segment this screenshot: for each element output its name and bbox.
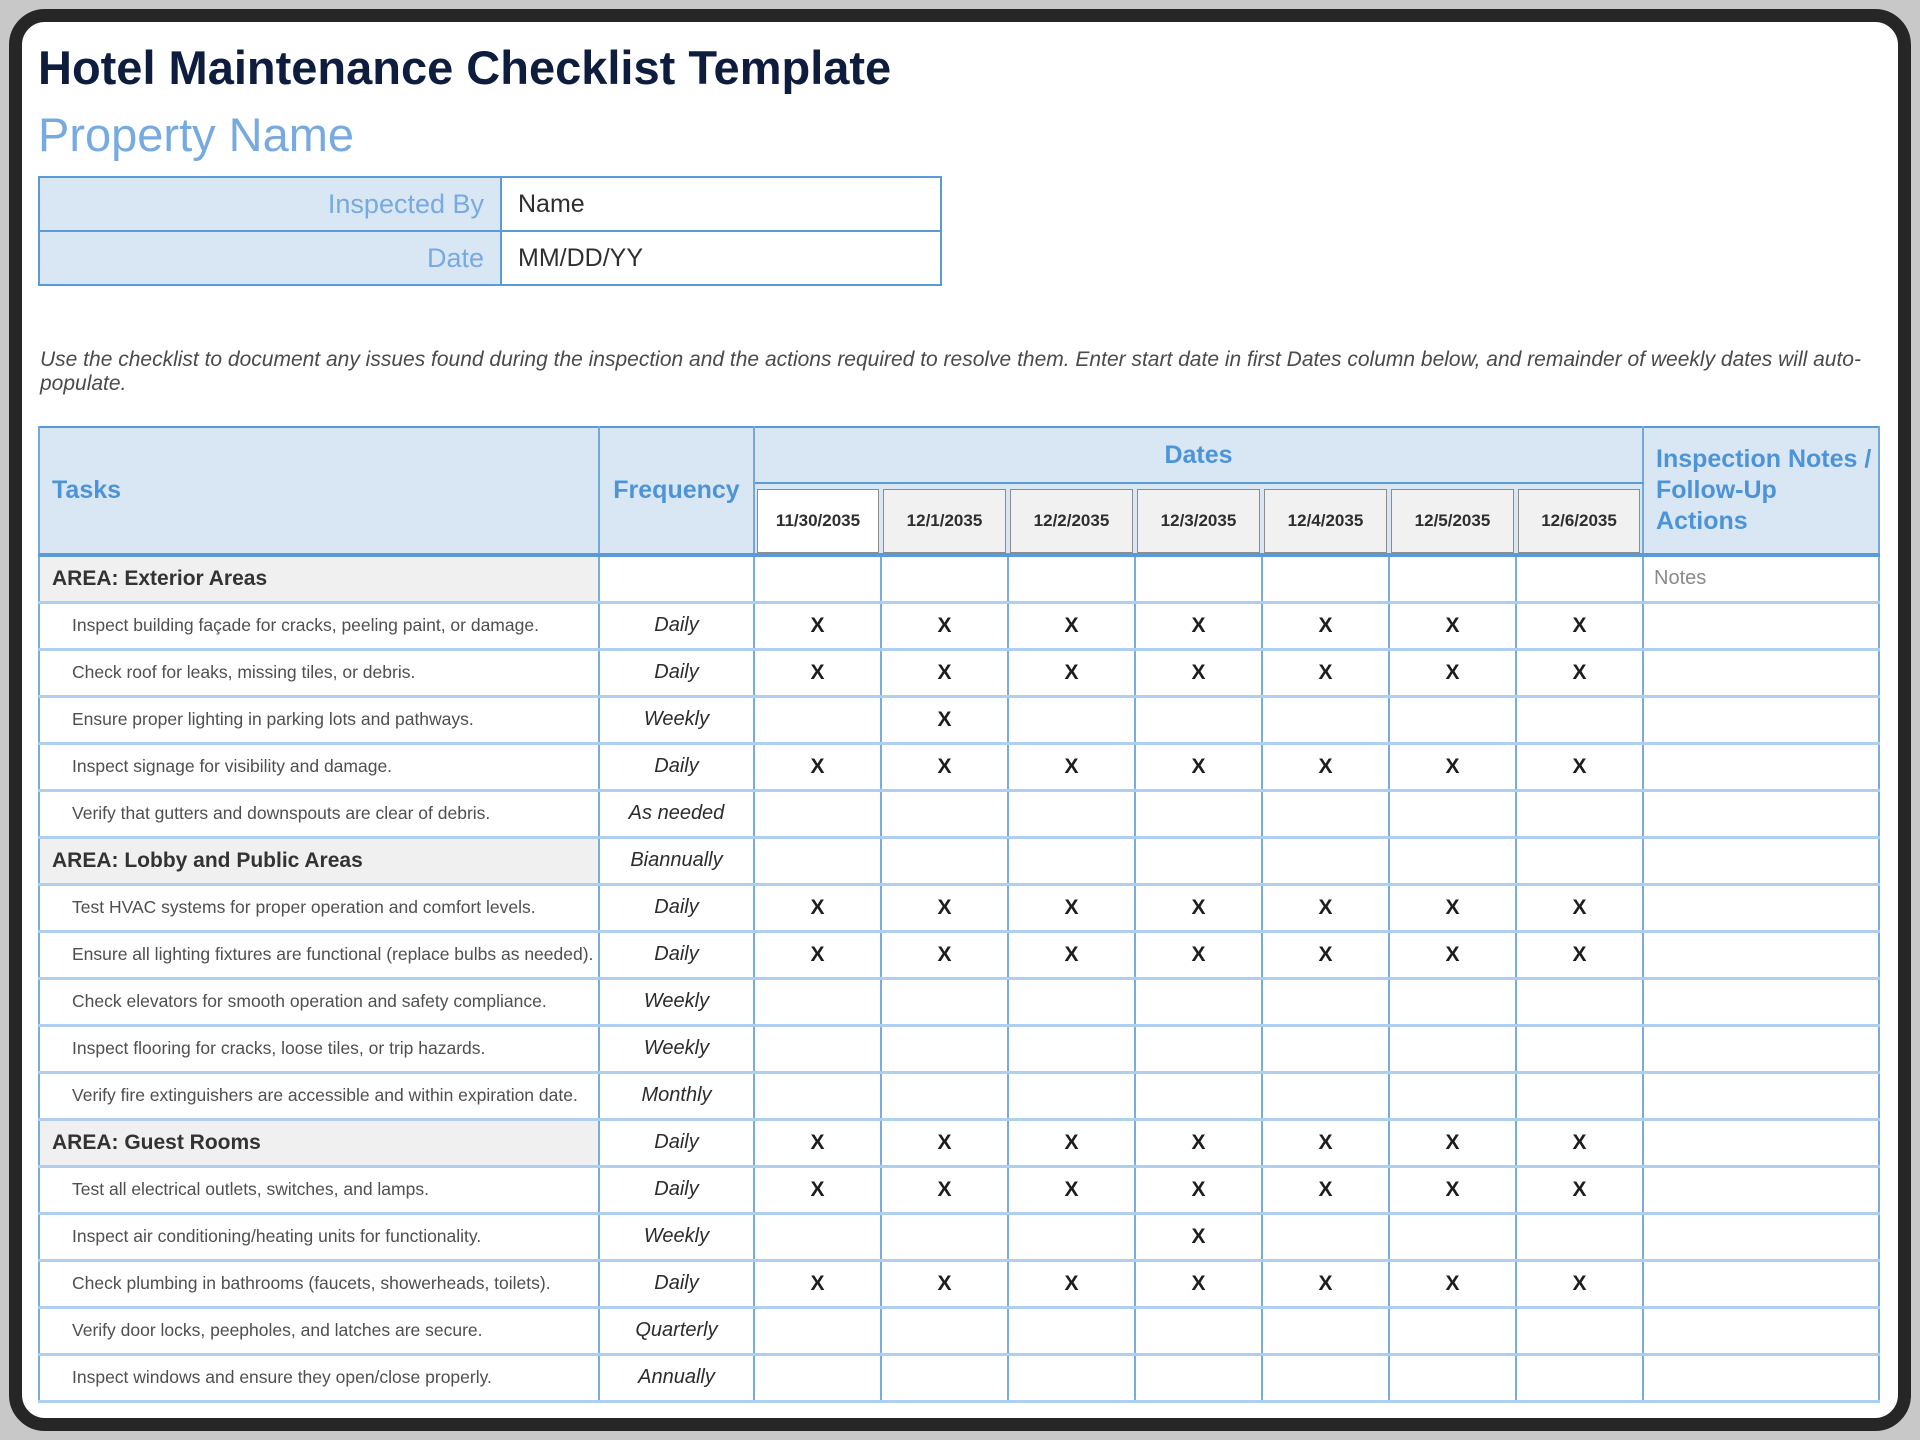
date-mark-cell[interactable] (881, 555, 1008, 602)
date-mark-cell[interactable]: X (881, 931, 1008, 978)
info-label-date: Date (39, 231, 501, 285)
date-mark-cell[interactable] (1135, 1307, 1262, 1354)
date-mark-cell[interactable]: X (1389, 1119, 1516, 1166)
date-mark-cell[interactable]: X (1516, 743, 1643, 790)
date-mark-cell[interactable]: X (1262, 743, 1389, 790)
task-cell: Verify fire extinguishers are accessible and within expiration date. (39, 1072, 599, 1119)
notes-cell[interactable] (1643, 696, 1879, 743)
date-mark-cell[interactable] (881, 837, 1008, 884)
date-column-header (1135, 483, 1262, 555)
date-value: 12/4/2035 (1264, 489, 1387, 553)
frequency-cell: Daily (599, 1166, 754, 1213)
date-column-header (881, 483, 1008, 555)
date-mark-cell[interactable] (1262, 1354, 1389, 1401)
notes-cell[interactable] (1643, 1213, 1879, 1260)
date-mark-cell[interactable] (1389, 790, 1516, 837)
task-cell: Verify door locks, peepholes, and latches are secure. (39, 1307, 599, 1354)
date-mark-cell[interactable]: X (1516, 931, 1643, 978)
date-mark-cell[interactable]: X (1262, 1119, 1389, 1166)
date-column-header (1262, 483, 1389, 555)
date-mark-cell[interactable] (1389, 1025, 1516, 1072)
date-mark-cell[interactable] (754, 1354, 881, 1401)
notes-cell[interactable]: Notes (1643, 555, 1879, 602)
date-mark-cell[interactable] (1135, 1354, 1262, 1401)
date-mark-cell[interactable]: X (754, 884, 881, 931)
frequency-cell: Weekly (599, 978, 754, 1025)
date-mark-cell[interactable] (1389, 1072, 1516, 1119)
date-mark-cell[interactable]: X (1008, 649, 1135, 696)
date-mark-cell[interactable] (754, 978, 881, 1025)
date-mark-cell[interactable]: X (1008, 1166, 1135, 1213)
date-mark-cell[interactable] (754, 1072, 881, 1119)
date-mark-cell[interactable]: X (881, 602, 1008, 649)
date-mark-cell[interactable] (881, 790, 1008, 837)
date-mark-cell[interactable] (881, 978, 1008, 1025)
date-mark-cell[interactable] (1008, 1025, 1135, 1072)
area-title-cell: AREA: Exterior Areas (39, 555, 599, 602)
task-row (39, 931, 1879, 978)
frequency-cell: Weekly (599, 1213, 754, 1260)
date-mark-cell[interactable]: X (754, 1119, 881, 1166)
task-row (39, 1025, 1879, 1072)
date-mark-cell[interactable] (1516, 1307, 1643, 1354)
date-mark-cell[interactable]: X (754, 602, 881, 649)
date-mark-cell[interactable]: X (754, 649, 881, 696)
date-mark-cell[interactable] (1008, 790, 1135, 837)
frequency-cell: Daily (599, 743, 754, 790)
frequency-cell: Daily (599, 602, 754, 649)
notes-cell[interactable] (1643, 1166, 1879, 1213)
date-mark-cell[interactable] (1516, 1354, 1643, 1401)
notes-cell[interactable] (1643, 1260, 1879, 1307)
date-mark-cell[interactable]: X (1135, 1260, 1262, 1307)
date-mark-cell[interactable] (754, 1213, 881, 1260)
date-mark-cell[interactable]: X (1262, 602, 1389, 649)
date-mark-cell[interactable]: X (1135, 1166, 1262, 1213)
frequency-cell: Biannually (599, 837, 754, 884)
date-mark-cell[interactable]: X (1008, 884, 1135, 931)
frequency-cell: Daily (599, 884, 754, 931)
task-cell: Check roof for leaks, missing tiles, or debris. (39, 649, 599, 696)
info-label-inspected-by: Inspected By (39, 177, 501, 231)
info-row (39, 231, 941, 285)
date-mark-cell[interactable] (881, 1213, 1008, 1260)
date-column-header[interactable] (754, 483, 881, 555)
tasks-column-header: Tasks (39, 427, 599, 555)
date-mark-cell[interactable] (754, 696, 881, 743)
date-mark-cell[interactable]: X (1008, 602, 1135, 649)
notes-column-header: Inspection Notes / Follow-Up Actions (1643, 427, 1879, 555)
notes-cell[interactable] (1643, 649, 1879, 696)
date-mark-cell[interactable] (1008, 1307, 1135, 1354)
date-column-header (1516, 483, 1643, 555)
frequency-cell: Daily (599, 649, 754, 696)
date-mark-cell[interactable] (1008, 1072, 1135, 1119)
date-mark-cell[interactable] (1516, 978, 1643, 1025)
date-column-header (1389, 483, 1516, 555)
date-mark-cell[interactable] (1008, 1354, 1135, 1401)
date-mark-cell[interactable] (1262, 978, 1389, 1025)
date-mark-cell[interactable]: X (1389, 602, 1516, 649)
info-value-field[interactable]: Name (501, 177, 941, 231)
date-mark-cell[interactable]: X (1008, 743, 1135, 790)
page-title: Hotel Maintenance Checklist Template (38, 41, 892, 94)
date-mark-cell[interactable] (1262, 555, 1389, 602)
date-mark-cell[interactable]: X (1135, 743, 1262, 790)
page-subtitle: Property Name (38, 108, 355, 161)
date-value: 12/5/2035 (1391, 489, 1514, 553)
date-mark-cell[interactable]: X (881, 1166, 1008, 1213)
date-mark-cell[interactable]: X (1262, 649, 1389, 696)
date-mark-cell[interactable]: X (881, 649, 1008, 696)
date-mark-cell[interactable] (881, 1307, 1008, 1354)
date-mark-cell[interactable] (1135, 696, 1262, 743)
date-mark-cell[interactable] (1389, 696, 1516, 743)
date-mark-cell[interactable] (1516, 790, 1643, 837)
date-mark-cell[interactable]: X (1516, 1260, 1643, 1307)
info-value-field[interactable]: MM/DD/YY (501, 231, 941, 285)
date-mark-cell[interactable]: X (754, 743, 881, 790)
date-mark-cell[interactable] (881, 1072, 1008, 1119)
date-mark-cell[interactable]: X (1135, 1213, 1262, 1260)
date-mark-cell[interactable] (1516, 555, 1643, 602)
date-mark-cell[interactable] (1135, 555, 1262, 602)
date-mark-cell[interactable] (1516, 1072, 1643, 1119)
date-column-header (1008, 483, 1135, 555)
date-mark-cell[interactable] (1262, 1025, 1389, 1072)
task-cell: Inspect air conditioning/heating units for functionality. (39, 1213, 599, 1260)
task-cell: Test all electrical outlets, switches, and lamps. (39, 1166, 599, 1213)
date-mark-cell[interactable]: X (1135, 884, 1262, 931)
date-mark-cell[interactable] (1516, 837, 1643, 884)
date-mark-cell[interactable]: X (754, 1166, 881, 1213)
notes-cell[interactable] (1643, 790, 1879, 837)
area-title-cell: AREA: Guest Rooms (39, 1119, 599, 1166)
date-mark-cell[interactable] (1008, 696, 1135, 743)
frequency-column-header: Frequency (599, 427, 754, 555)
date-mark-cell[interactable] (1389, 837, 1516, 884)
date-value: 12/3/2035 (1137, 489, 1260, 553)
date-value: 12/6/2035 (1518, 489, 1640, 553)
date-mark-cell[interactable]: X (1516, 602, 1643, 649)
task-row (39, 1072, 1879, 1119)
date-mark-cell[interactable]: X (1262, 931, 1389, 978)
date-mark-cell[interactable]: X (1516, 884, 1643, 931)
date-mark-cell[interactable] (1262, 696, 1389, 743)
task-cell: Inspect building façade for cracks, peeling paint, or damage. (39, 602, 599, 649)
task-cell: Inspect windows and ensure they open/close properly. (39, 1354, 599, 1401)
frequency-cell (599, 555, 754, 602)
date-mark-cell[interactable]: X (881, 743, 1008, 790)
date-mark-cell[interactable]: X (1135, 931, 1262, 978)
footer-text: Smartsheet Inc. ©2025 (851, 1416, 1067, 1431)
task-cell: Check plumbing in bathrooms (faucets, showerheads, toilets). (39, 1260, 599, 1307)
frequency-cell: Annually (599, 1354, 754, 1401)
date-mark-cell[interactable]: X (881, 884, 1008, 931)
date-mark-cell[interactable]: X (1135, 649, 1262, 696)
dates-group-header: Dates (754, 427, 1643, 483)
date-mark-cell[interactable] (1389, 555, 1516, 602)
date-mark-cell[interactable] (1135, 978, 1262, 1025)
notes-cell[interactable] (1643, 837, 1879, 884)
date-mark-cell[interactable] (1516, 1213, 1643, 1260)
date-mark-cell[interactable]: X (1389, 931, 1516, 978)
task-row (39, 978, 1879, 1025)
date-mark-cell[interactable]: X (754, 931, 881, 978)
task-cell: Inspect signage for visibility and damage. (39, 743, 599, 790)
date-mark-cell[interactable] (881, 1025, 1008, 1072)
date-mark-cell[interactable] (1262, 790, 1389, 837)
date-mark-cell[interactable]: X (881, 696, 1008, 743)
date-mark-cell[interactable] (754, 555, 881, 602)
area-row (39, 555, 1879, 602)
task-cell: Test HVAC systems for proper operation and comfort levels. (39, 884, 599, 931)
area-row (39, 1119, 1879, 1166)
notes-cell[interactable] (1643, 931, 1879, 978)
date-mark-cell[interactable] (1389, 978, 1516, 1025)
notes-cell[interactable] (1643, 884, 1879, 931)
notes-cell[interactable] (1643, 1025, 1879, 1072)
task-row (39, 1213, 1879, 1260)
notes-cell[interactable] (1643, 978, 1879, 1025)
task-row (39, 1354, 1879, 1401)
date-mark-cell[interactable]: X (881, 1260, 1008, 1307)
frequency-cell: Daily (599, 931, 754, 978)
task-cell: Ensure all lighting fixtures are functional (replace bulbs as needed). (39, 931, 599, 978)
date-mark-cell[interactable]: X (1516, 649, 1643, 696)
area-row (39, 837, 1879, 884)
frequency-cell: As needed (599, 790, 754, 837)
task-row (39, 1166, 1879, 1213)
date-mark-cell[interactable] (1008, 837, 1135, 884)
notes-cell[interactable] (1643, 743, 1879, 790)
notes-cell[interactable] (1643, 1119, 1879, 1166)
date-value: 12/1/2035 (883, 489, 1006, 553)
date-mark-cell[interactable] (754, 1025, 881, 1072)
date-mark-cell[interactable] (1135, 790, 1262, 837)
task-row (39, 602, 1879, 649)
date-mark-cell[interactable]: X (1135, 1119, 1262, 1166)
date-mark-cell[interactable]: X (1008, 1260, 1135, 1307)
date-mark-cell[interactable]: X (1389, 884, 1516, 931)
date-mark-cell[interactable] (1262, 1072, 1389, 1119)
date-mark-cell[interactable] (1008, 1213, 1135, 1260)
task-row (39, 884, 1879, 931)
frequency-cell: Monthly (599, 1072, 754, 1119)
date-mark-cell[interactable]: X (754, 1260, 881, 1307)
date-value: 12/2/2035 (1010, 489, 1133, 553)
inspection-info-table (38, 176, 942, 286)
frequency-cell: Daily (599, 1119, 754, 1166)
date-mark-cell[interactable] (1389, 1354, 1516, 1401)
date-mark-cell[interactable] (754, 790, 881, 837)
task-row (39, 790, 1879, 837)
notes-cell[interactable] (1643, 1307, 1879, 1354)
date-mark-cell[interactable] (1135, 1025, 1262, 1072)
task-row (39, 743, 1879, 790)
page-content (22, 22, 1898, 1431)
date-mark-cell[interactable] (1262, 1307, 1389, 1354)
date-mark-cell[interactable] (754, 1307, 881, 1354)
task-cell: Verify that gutters and downspouts are clear of debris. (39, 790, 599, 837)
frequency-cell: Daily (599, 1260, 754, 1307)
checklist-table (38, 426, 1880, 1403)
notes-cell[interactable] (1643, 1072, 1879, 1119)
notes-cell[interactable] (1643, 602, 1879, 649)
date-mark-cell[interactable]: X (1389, 1260, 1516, 1307)
date-mark-cell[interactable]: X (1135, 602, 1262, 649)
date-mark-cell[interactable] (1516, 696, 1643, 743)
date-mark-cell[interactable]: X (1516, 1166, 1643, 1213)
notes-cell[interactable] (1643, 1354, 1879, 1401)
date-mark-cell[interactable] (1389, 1307, 1516, 1354)
task-cell: Check elevators for smooth operation and safety compliance. (39, 978, 599, 1025)
date-mark-cell[interactable] (1262, 1213, 1389, 1260)
date-mark-cell[interactable] (1389, 1213, 1516, 1260)
date-mark-cell[interactable]: X (1008, 1119, 1135, 1166)
date-mark-cell[interactable]: X (1008, 931, 1135, 978)
date-mark-cell[interactable] (1262, 837, 1389, 884)
date-mark-cell[interactable] (1008, 555, 1135, 602)
frequency-cell: Weekly (599, 1025, 754, 1072)
task-row (39, 696, 1879, 743)
date-mark-cell[interactable]: X (1262, 1166, 1389, 1213)
date-mark-cell[interactable] (1135, 1072, 1262, 1119)
date-mark-cell[interactable]: X (1516, 1119, 1643, 1166)
date-mark-cell[interactable]: X (1389, 1166, 1516, 1213)
date-mark-cell[interactable]: X (1389, 743, 1516, 790)
date-mark-cell[interactable] (881, 1354, 1008, 1401)
area-title-cell: AREA: Lobby and Public Areas (39, 837, 599, 884)
task-row (39, 1307, 1879, 1354)
task-row (39, 649, 1879, 696)
date-mark-cell[interactable]: X (1262, 1260, 1389, 1307)
date-mark-cell[interactable] (754, 837, 881, 884)
frequency-cell: Weekly (599, 696, 754, 743)
date-mark-cell[interactable]: X (1389, 649, 1516, 696)
info-row (39, 177, 941, 231)
task-cell: Ensure proper lighting in parking lots and pathways. (39, 696, 599, 743)
page-frame (9, 9, 1911, 1431)
frequency-cell: Quarterly (599, 1307, 754, 1354)
date-mark-cell[interactable] (1135, 837, 1262, 884)
date-mark-cell[interactable] (1516, 1025, 1643, 1072)
date-mark-cell[interactable] (1008, 978, 1135, 1025)
instructions-text: Use the checklist to document any issues found during the inspection and the actions required to resolve them. Enter start date in first Dates column below, and remainder of weekly dates will auto-populate. (40, 348, 1861, 395)
date-value[interactable]: 11/30/2035 (757, 489, 879, 553)
task-cell: Inspect flooring for cracks, loose tiles, or trip hazards. (39, 1025, 599, 1072)
date-mark-cell[interactable]: X (881, 1119, 1008, 1166)
date-mark-cell[interactable]: X (1262, 884, 1389, 931)
task-row (39, 1260, 1879, 1307)
